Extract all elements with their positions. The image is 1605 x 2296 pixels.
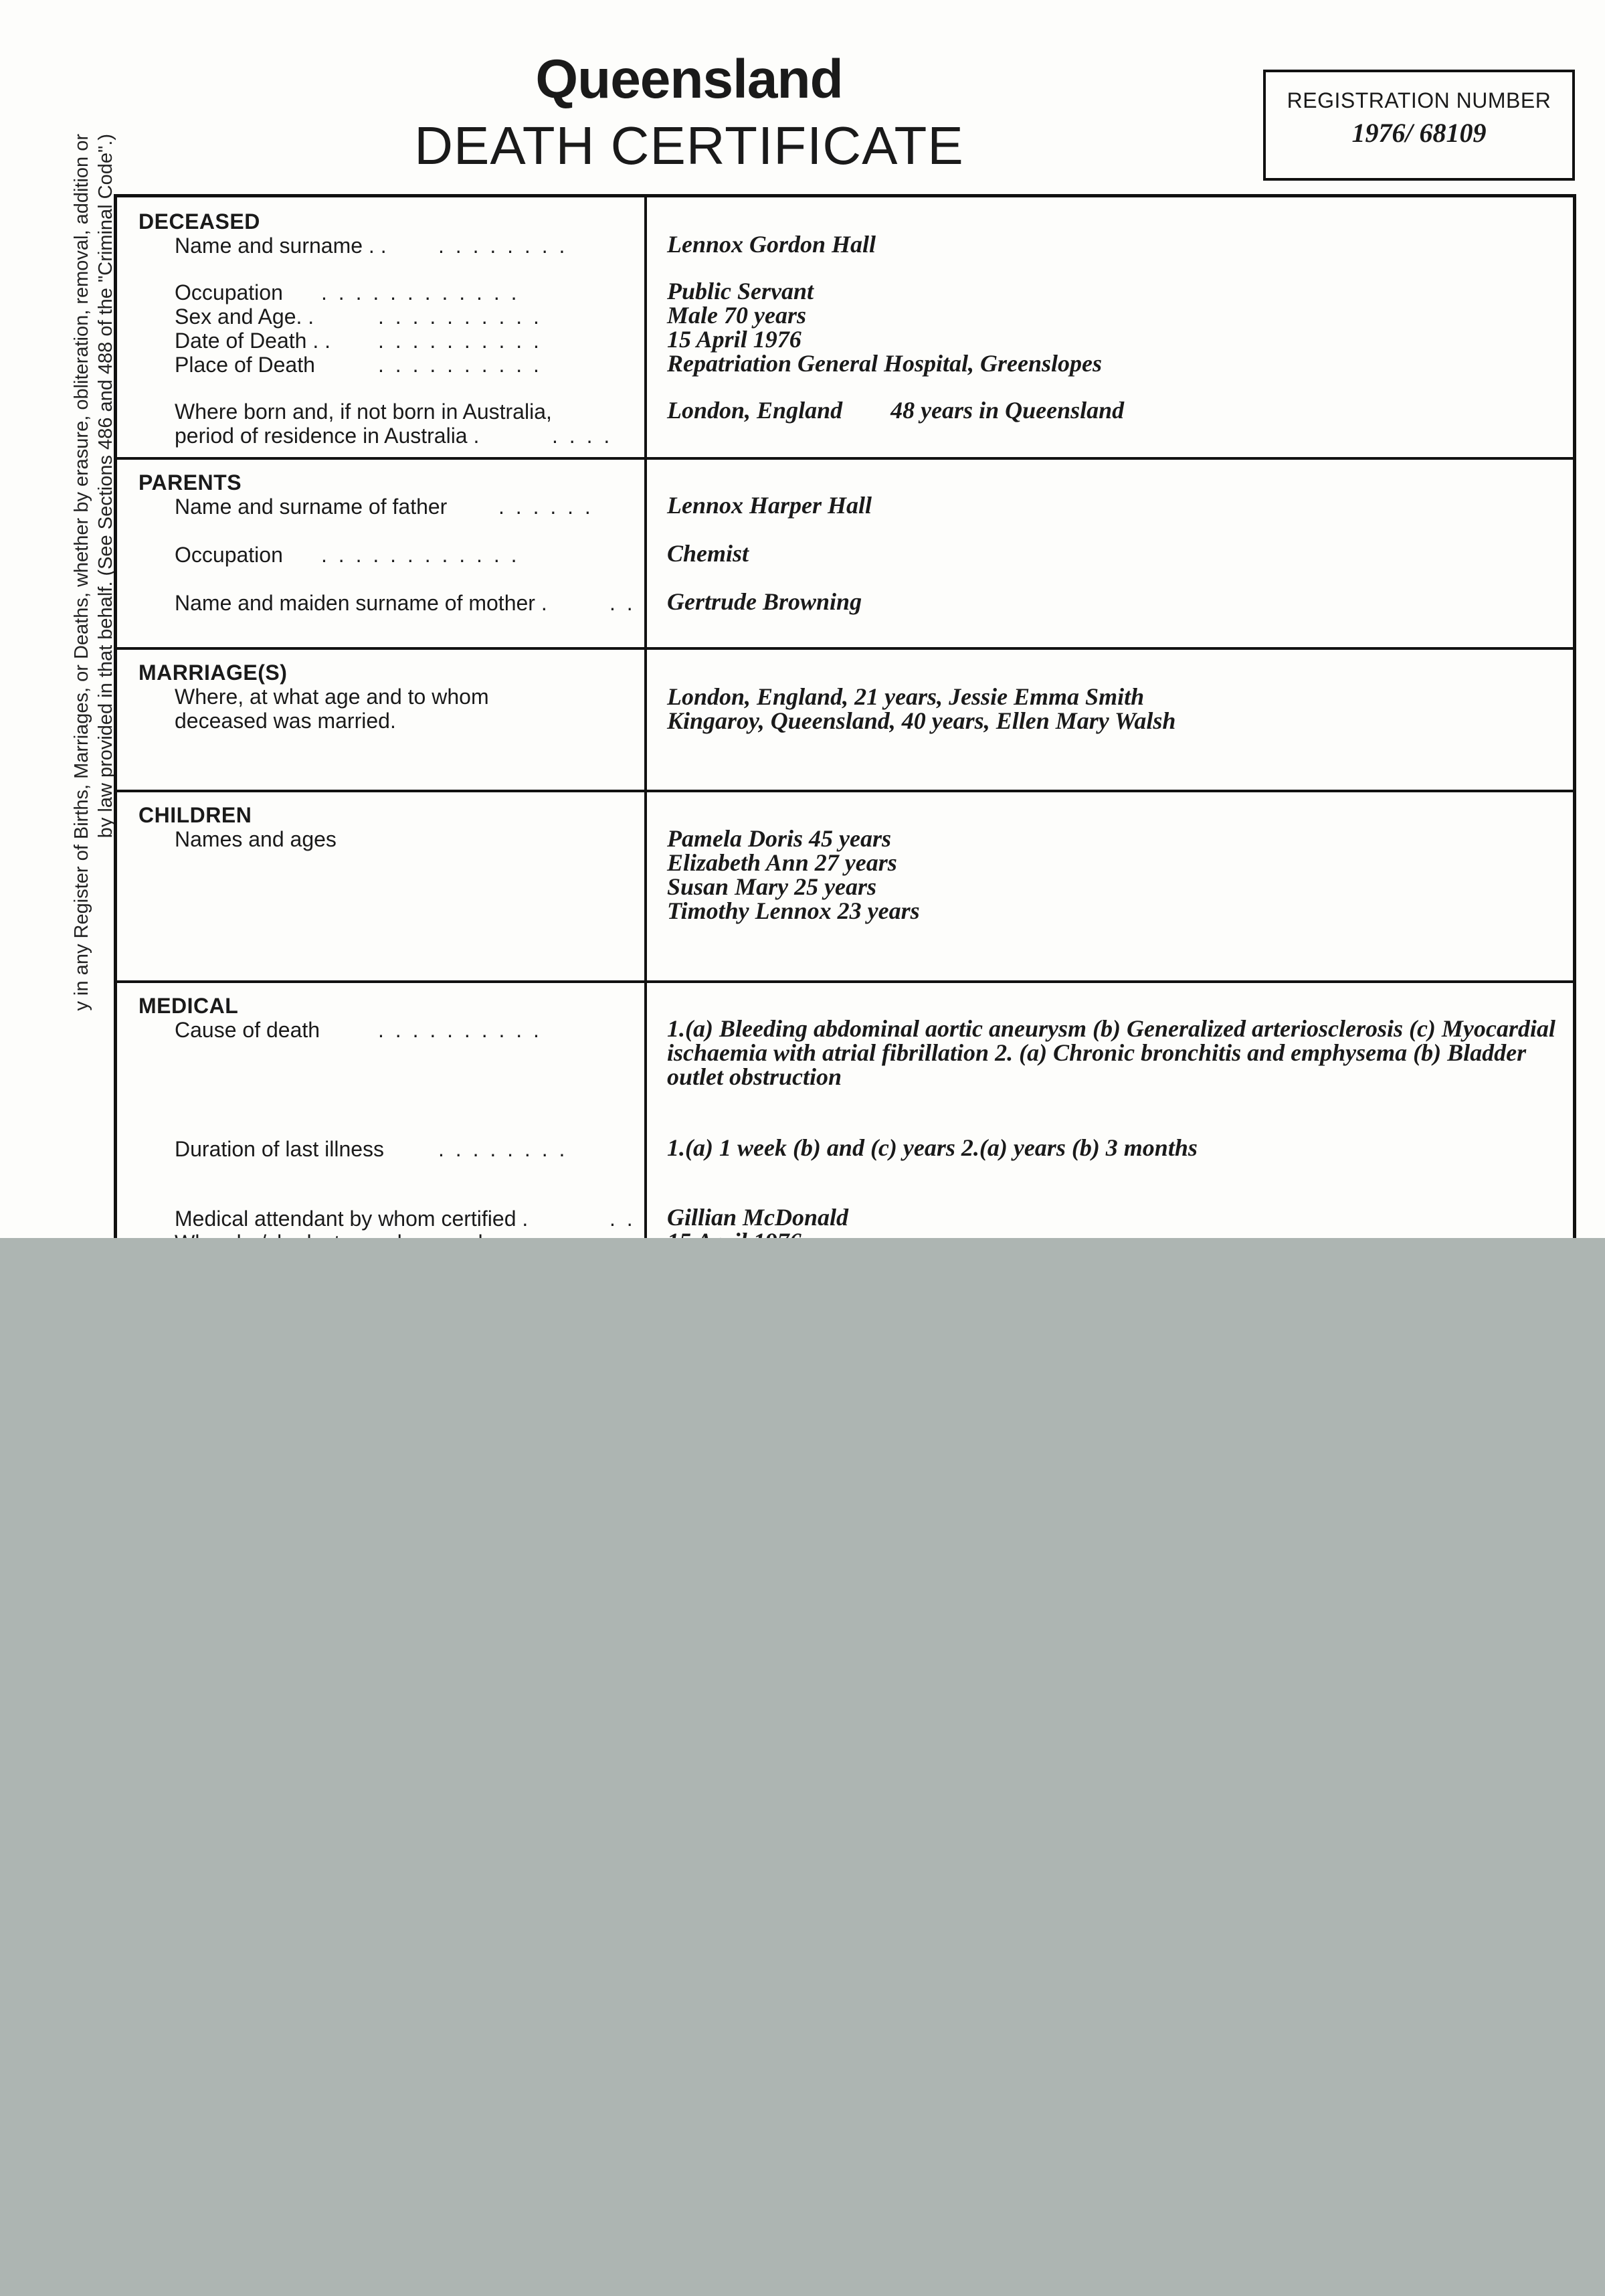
father-occupation-value: Chemist <box>667 540 749 567</box>
leader-dots: . . <box>609 1207 636 1231</box>
leader-dots: . . . . . . . . <box>438 234 568 258</box>
side-legal-note-line-2: by law provided in that behalf. (See Sections 486 and 488 of the "Criminal Code".) <box>95 134 116 838</box>
date-of-death-label: Date of Death . . <box>175 329 331 353</box>
place-of-death-label: Place of Death <box>175 353 315 377</box>
child-entry-4: Timothy Lennox 23 years <box>667 897 920 924</box>
sex-age-value: Male 70 years <box>667 302 806 329</box>
cause-of-death-label: Cause of death <box>175 1018 320 1042</box>
section-divider <box>117 980 1573 983</box>
father-value: Lennox Harper Hall <box>667 492 872 519</box>
section-heading-medical: MEDICAL <box>138 994 239 1018</box>
cause-of-death-value: 1.(a) Bleeding abdominal aortic aneurysm (b) Generalized arteriosclerosis (c) Myocardial ischaemia with atrial fibrillation 2. (a) Chronic bronchitis and emphysema (b) Bladder outlet obstruction <box>667 1015 1555 1090</box>
leader-dots: . . . . . . . . . . . . <box>321 543 520 567</box>
leader-dots: . . . . . . . . <box>438 1137 568 1161</box>
mother-label: Name and maiden surname of mother . <box>175 591 547 615</box>
state-name: Queensland <box>535 49 843 110</box>
child-entry-2: Elizabeth Ann 27 years <box>667 849 897 876</box>
birthplace-value: London, England 48 years in Queensland <box>667 397 1125 424</box>
medical-attendant-value: Gillian McDonald <box>667 1204 849 1231</box>
side-legal-note <box>70 134 118 1285</box>
marriage-label-line-2: deceased was married. <box>175 709 396 733</box>
section-heading-parents: PARENTS <box>138 470 242 495</box>
marriage-value-1: London, England, 21 years, Jessie Emma Smith <box>667 683 1145 710</box>
side-legal-note-line-1: y in any Register of Births, Marriages, or Deaths, whether by erasure, obliteration, removal, addition or <box>71 134 92 1011</box>
birthplace-label-line-2: period of residence in Australia . <box>175 424 480 448</box>
child-entry-1: Pamela Doris 45 years <box>667 825 891 852</box>
section-divider <box>117 457 1573 460</box>
name-label: Name and surname . . <box>175 234 387 258</box>
children-label: Names and ages <box>175 827 337 851</box>
section-heading-children: CHILDREN <box>138 803 252 827</box>
certificate-title: DEATH CERTIFICATE <box>414 116 964 175</box>
child-entry-3: Susan Mary 25 years <box>667 873 877 900</box>
obscured-area <box>0 1238 1605 2296</box>
sex-age-label: Sex and Age. . <box>175 304 314 329</box>
deceased-occupation-value: Public Servant <box>667 278 814 304</box>
section-divider <box>117 790 1573 792</box>
leader-dots: . . . . . . . . . . <box>378 329 542 353</box>
leader-dots: . . . . . . . . . . <box>378 1018 542 1042</box>
place-of-death-value: Repatriation General Hospital, Greenslopes <box>667 350 1103 377</box>
medical-attendant-label: Medical attendant by whom certified . <box>175 1207 529 1231</box>
deceased-name-value: Lennox Gordon Hall <box>667 231 876 258</box>
column-divider <box>644 197 647 1238</box>
date-of-death-value: 15 April 1976 <box>667 326 801 353</box>
father-occupation-label: Occupation <box>175 543 283 567</box>
birthplace-label-line-1: Where born and, if not born in Australia, <box>175 400 552 424</box>
section-heading-marriages: MARRIAGE(S) <box>138 660 288 685</box>
marriage-value-2: Kingaroy, Queensland, 40 years, Ellen Mary Walsh <box>667 707 1176 734</box>
leader-dots: . . . . <box>552 424 613 448</box>
leader-dots: . . <box>609 591 636 615</box>
leader-dots: . . . . . . . . . . <box>378 304 542 329</box>
mother-value: Gertrude Browning <box>667 588 862 615</box>
father-label: Name and surname of father <box>175 495 448 519</box>
leader-dots: . . . . . . . . . . <box>378 353 542 377</box>
section-heading-deceased: DECEASED <box>138 209 260 234</box>
illness-duration-label: Duration of last illness <box>175 1137 385 1161</box>
occupation-label: Occupation <box>175 280 283 304</box>
section-divider <box>117 647 1573 650</box>
leader-dots: . . . . . . . . . . . . <box>321 280 520 304</box>
marriage-label-line-1: Where, at what age and to whom <box>175 685 489 709</box>
certificate-form <box>114 194 1576 1238</box>
registration-box <box>1263 70 1575 181</box>
illness-duration-value: 1.(a) 1 week (b) and (c) years 2.(a) years (b) 3 months <box>667 1134 1198 1161</box>
registration-label: REGISTRATION NUMBER <box>1287 88 1551 112</box>
registration-number: 1976/ 68109 <box>1351 118 1487 148</box>
leader-dots: . . . . . . <box>498 495 593 519</box>
